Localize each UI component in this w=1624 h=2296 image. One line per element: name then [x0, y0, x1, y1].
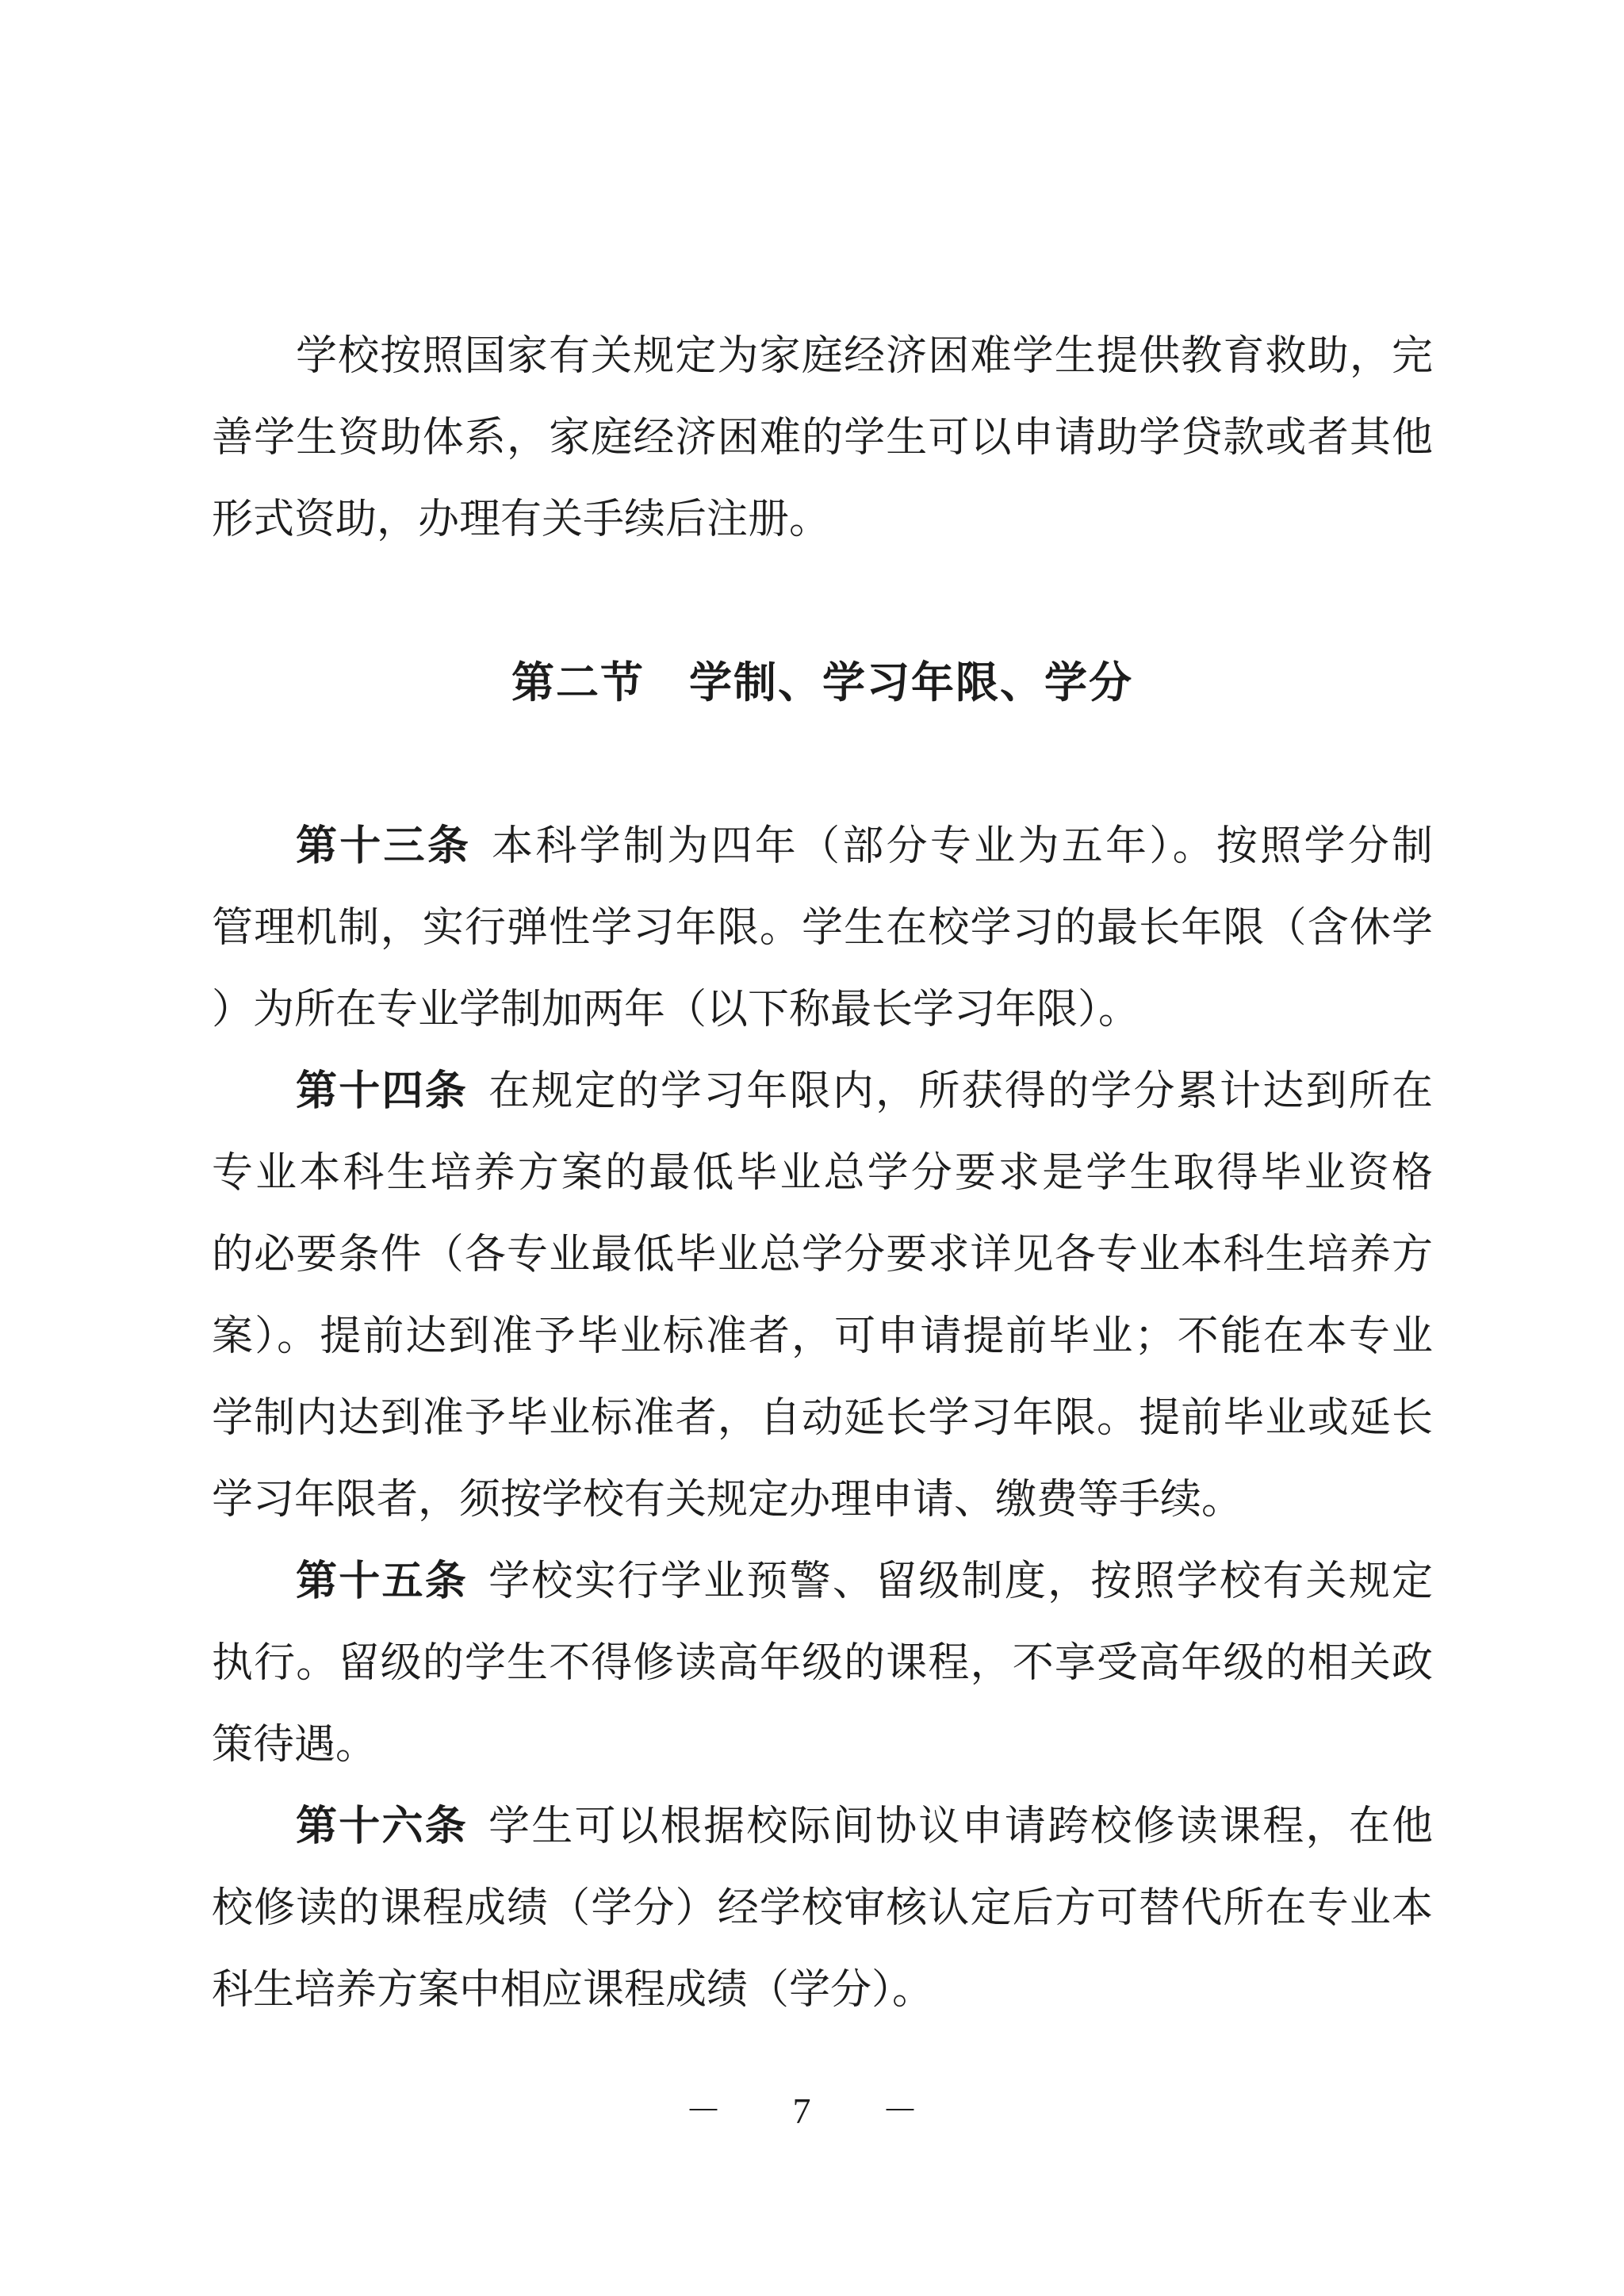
article-number-label: 第十六条	[296, 1804, 468, 1849]
text-line	[212, 1214, 1433, 1296]
line-text: 学制内达到准予毕业标准者，自动延长学习年限。提前毕业或延长	[212, 1396, 1433, 1441]
text-line	[212, 1541, 1433, 1623]
text-line	[212, 1786, 1433, 1868]
line-text: 案）。提前达到准予毕业标准者，可申请提前毕业；不能在本专业	[212, 1314, 1433, 1359]
text-line	[212, 1868, 1433, 1949]
text-line	[212, 316, 1433, 397]
line-text: 学校按照国家有关规定为家庭经济困难学生提供教育救助，完	[296, 334, 1433, 379]
text-line	[212, 806, 1433, 887]
line-text: 学习年限者，须按学校有关规定办理申请、缴费等手续。	[212, 1478, 1243, 1523]
text-line	[212, 1623, 1433, 1704]
line-text: 执行。留级的学生不得修读高年级的课程，不享受高年级的相关政	[212, 1641, 1433, 1686]
text-line	[212, 397, 1433, 479]
line-text: 形式资助，办理有关手续后注册。	[212, 497, 831, 542]
text-line	[212, 887, 1433, 969]
section-heading: 第二节 学制、学习年限、学分	[511, 659, 1133, 707]
line-text: ）为所在专业学制加两年（以下称最长学习年限）。	[212, 987, 1140, 1033]
line-text: 策待遇。	[212, 1723, 377, 1768]
line-text: 在规定的学习年限内，所获得的学分累计达到所在	[488, 1069, 1433, 1114]
text-line	[212, 479, 1433, 561]
document-body	[212, 316, 1433, 2031]
text-line	[212, 1459, 1433, 1541]
line-text: 学校实行学业预警、留级制度，按照学校有关规定	[488, 1559, 1433, 1604]
text-line	[212, 1051, 1433, 1133]
line-text: 善学生资助体系，家庭经济困难的学生可以申请助学贷款或者其他	[212, 416, 1433, 461]
line-text: 学生可以根据校际间协议申请跨校修读课程，在他	[488, 1804, 1433, 1849]
article-number-label: 第十四条	[296, 1069, 468, 1114]
line-text: 校修读的课程成绩（学分）经学校审核认定后方可替代所在专业本	[212, 1886, 1433, 1931]
page-number: － 7 －	[685, 2091, 939, 2131]
line-text: 管理机制，实行弹性学习年限。学生在校学习的最长年限（含休学	[212, 906, 1433, 951]
text-line	[212, 1296, 1433, 1378]
paragraph	[212, 316, 1433, 561]
paragraph	[212, 1541, 1433, 1786]
text-line	[212, 1704, 1433, 1786]
paragraph	[212, 806, 1433, 1051]
line-text: 专业本科生培养方案的最低毕业总学分要求是学生取得毕业资格	[212, 1151, 1433, 1196]
line-text: 的必要条件（各专业最低毕业总学分要求详见各专业本科生培养方	[212, 1232, 1433, 1278]
text-line	[212, 969, 1433, 1051]
line-text: 科生培养方案中相应课程成绩（学分）。	[212, 1968, 934, 2013]
article-number-label: 第十五条	[296, 1559, 468, 1604]
line-text: 本科学制为四年（部分专业为五年）。按照学分制	[492, 824, 1433, 869]
text-line	[212, 1133, 1433, 1214]
text-line	[212, 1378, 1433, 1459]
article-number-label: 第十三条	[296, 824, 472, 869]
paragraph	[212, 1051, 1433, 1541]
paragraph	[212, 1786, 1433, 2031]
text-line	[212, 1949, 1433, 2031]
